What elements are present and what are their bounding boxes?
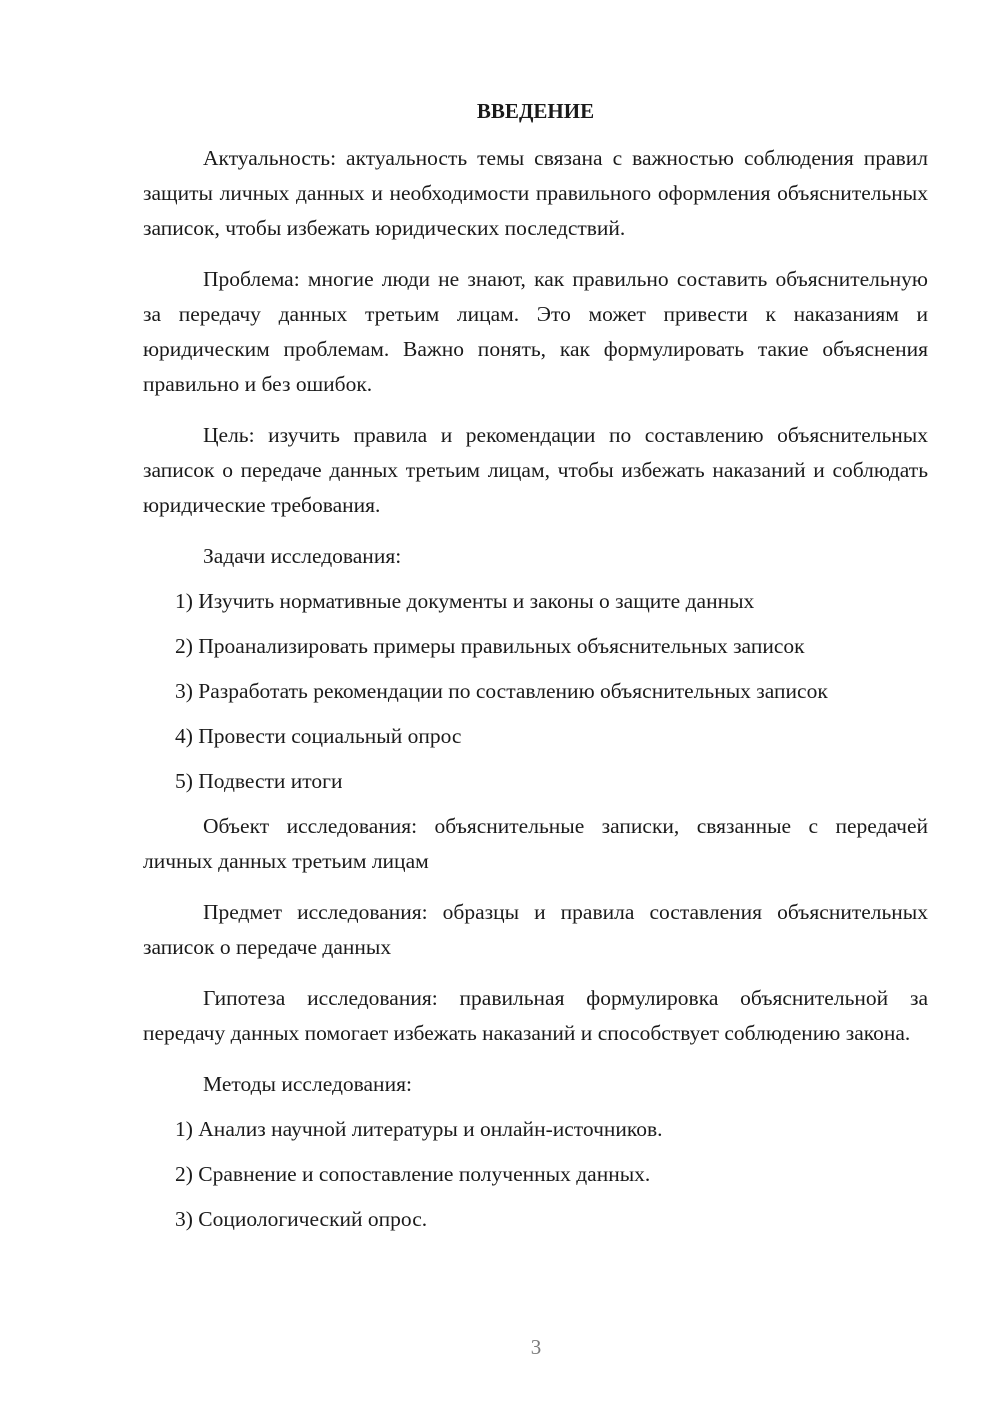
task-item-3: 3) Разработать рекомендации по составлению объяснительных записок (175, 679, 828, 703)
page-content (143, 96, 928, 1247)
task-item-1: 1) Изучить нормативные документы и законы о защите данных (175, 589, 755, 613)
page-number: 3 (530, 1335, 542, 1359)
method-item-2: 2) Сравнение и сопоставление полученных данных. (175, 1162, 651, 1186)
relevance-paragraph: Актуальность: актуальность темы связана с важностью соблюдения правил защиты личных данных и необходимости правильного оформления объяснительных записок, чтобы избежать юридических последствий. (143, 146, 928, 240)
method-item-3: 3) Социологический опрос. (175, 1207, 428, 1231)
subject-paragraph: Предмет исследования: образцы и правила составления объяснительных записок о передаче данных (143, 900, 928, 959)
hypothesis-paragraph: Гипотеза исследования: правильная формулировка объяснительной за передачу данных помогает избежать наказаний и способствует соблюдению закона. (143, 986, 928, 1045)
task-item-2: 2) Проанализировать примеры правильных объяснительных записок (175, 634, 805, 658)
methods-label: Методы исследования: (203, 1072, 412, 1096)
problem-paragraph: Проблема: многие люди не знают, как правильно составить объяснительную за передачу данных третьим лицам. Это может привести к наказаниям и юридическим проблемам. Важно понять, как формулировать такие объяснения правильно и без ошибок. (143, 267, 928, 396)
section-heading: ВВЕДЕНИЕ (476, 99, 595, 123)
goal-paragraph: Цель: изучить правила и рекомендации по составлению объяснительных записок о передаче данных третьим лицам, чтобы избежать наказаний и соблюдать юридические требования. (143, 423, 928, 517)
task-item-5: 5) Подвести итоги (175, 769, 343, 793)
method-item-1: 1) Анализ научной литературы и онлайн-источников. (175, 1117, 663, 1141)
object-paragraph: Объект исследования: объяснительные записки, связанные с передачей личных данных третьим лицам (143, 814, 928, 873)
task-item-4: 4) Провести социальный опрос (175, 724, 462, 748)
tasks-label: Задачи исследования: (203, 544, 402, 568)
